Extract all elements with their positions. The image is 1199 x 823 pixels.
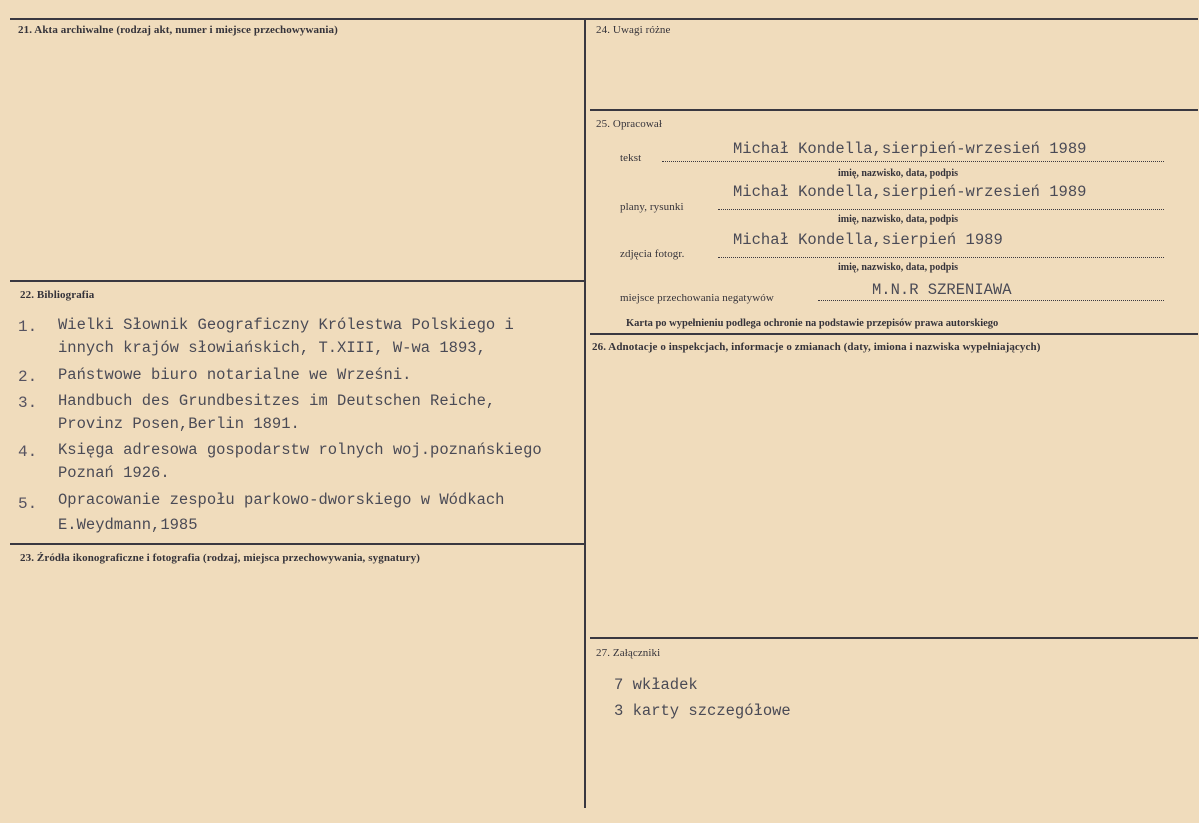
author-drawings-dotted-line (718, 209, 1164, 210)
negatives-value: M.N.R SZRENIAWA (872, 281, 1012, 299)
section-25-label: 25. Opracował (596, 118, 663, 130)
attachment-item-1: 7 wkładek (614, 676, 698, 694)
bib-item-4-line-1: Księga adresowa gospodarstw rolnych woj.poznańskiego (58, 441, 542, 459)
author-photos-value: Michał Kondella,sierpień 1989 (733, 231, 1003, 249)
bib-item-1-number: 1. (18, 318, 38, 336)
top-border (10, 18, 1198, 20)
copyright-note: Karta po wypełnieniu podlega ochronie na podstawie przepisów prawa autorskiego (626, 318, 999, 329)
bib-item-5-line-1: Opracowanie zespołu parkowo-dworskiego w Wódkach (58, 491, 505, 509)
bib-item-5-line-2: E.Weydmann,1985 (58, 516, 198, 534)
author-photos-dotted-line (718, 257, 1164, 258)
author-text-hint: imię, nazwisko, data, podpis (838, 168, 959, 179)
author-photos-hint: imię, nazwisko, data, podpis (838, 262, 959, 273)
author-text-dotted-line (662, 161, 1164, 162)
bib-item-2-line-1: Państwowe biuro notarialne we Wrześni. (58, 366, 412, 384)
negatives-dotted-line (818, 300, 1164, 301)
section-23-label: 23. Źródła ikonograficzne i fotografia (rodzaj, miejsca przechowywania, sygnatury) (20, 552, 420, 564)
bib-item-4-number: 4. (18, 443, 38, 461)
section-22-label: 22. Bibliografia (20, 289, 95, 301)
divider-21-22 (10, 280, 586, 282)
divider-22-23 (10, 543, 586, 545)
author-photos-label: zdjęcia fotogr. (620, 248, 685, 260)
author-text-label: tekst (620, 152, 642, 164)
section-26-label: 26. Adnotacje o inspekcjach, informacje o zmianach (daty, imiona i nazwiska wypełniających) (592, 341, 1041, 353)
divider-25-26 (590, 333, 1198, 335)
bib-item-2-number: 2. (18, 368, 38, 386)
divider-26-27 (590, 637, 1198, 639)
bib-item-1-line-1: Wielki Słownik Geograficzny Królestwa Polskiego i (58, 316, 514, 334)
divider-24-25 (590, 109, 1198, 111)
section-24-label: 24. Uwagi różne (596, 24, 671, 36)
section-27-label: 27. Załączniki (596, 647, 661, 659)
author-drawings-value: Michał Kondella,sierpień-wrzesień 1989 (733, 183, 1087, 201)
author-text-value: Michał Kondella,sierpień-wrzesień 1989 (733, 140, 1087, 158)
bib-item-3-number: 3. (18, 394, 38, 412)
attachment-item-2: 3 karty szczegółowe (614, 702, 791, 720)
center-divider (584, 18, 586, 808)
bib-item-1-line-2: innych krajów słowiańskich, T.XIII, W-wa 1893, (58, 339, 486, 357)
negatives-label: miejsce przechowania negatywów (620, 292, 774, 304)
bib-item-5-number: 5. (18, 495, 38, 513)
author-drawings-hint: imię, nazwisko, data, podpis (838, 214, 959, 225)
author-drawings-label: plany, rysunki (620, 201, 684, 213)
bib-item-3-line-1: Handbuch des Grundbesitzes im Deutschen Reiche, (58, 392, 496, 410)
bib-item-3-line-2: Provinz Posen,Berlin 1891. (58, 415, 300, 433)
bib-item-4-line-2: Poznań 1926. (58, 464, 170, 482)
section-21-label: 21. Akta archiwalne (rodzaj akt, numer i miejsce przechowywania) (18, 24, 338, 36)
